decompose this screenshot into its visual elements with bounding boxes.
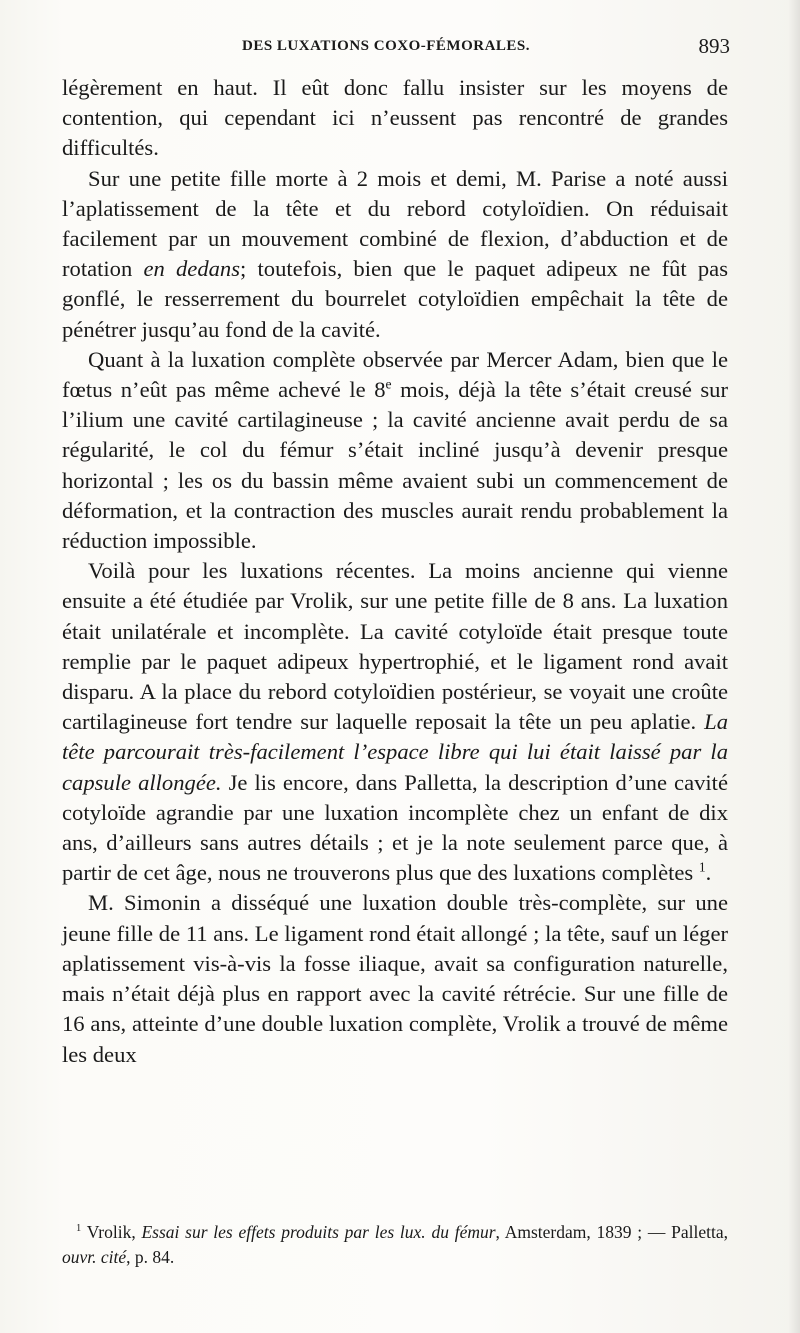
text-run: Voilà pour les luxations récentes. La moins ancienne qui vienne ensuite a été étudiée par Vrolik, sur une petite fille de 8 ans. La luxation était unilatérale et incomplète. La cavité cotyloïde était presque toute remplie par le paquet adipeux hypertrophié, et le ligament rond avait disparu. A la place du rebord cotyloïdien postérieur, se voyait une croûte cartilagineuse fort tendre sur laquelle reposait la tête un peu aplatie. <box>62 558 728 735</box>
paragraph <box>62 73 728 164</box>
text-run: Vrolik, <box>81 1222 142 1242</box>
text-run: . <box>705 860 712 886</box>
text-run: , p. 84. <box>126 1247 175 1267</box>
text-run: mois, déjà la tête s’était creusé sur l’ilium une cavité cartilagineuse ; la cavité ancienne avait perdu de sa régularité, le col du fémur s’était incliné jusqu’à devenir presque horizontal ; les os du bassin même avaient subi un commencement de déformation, et la contraction des muscles aurait rendu probablement la réduction impossible. <box>62 377 728 554</box>
text-run: , Amsterdam, 1839 ; — Palletta, <box>495 1222 728 1242</box>
superscript: e <box>385 376 392 392</box>
text-run: Sur une petite fille morte à 2 mois et demi, M. Parise a noté aussi l’aplatissement de la tête et du rebord cotyloïdien. On réduisait facilement par un mouvement combiné de flexion, d’abduction et de rotation <box>62 165 728 282</box>
paragraph <box>62 888 728 1069</box>
page-header <box>62 36 730 62</box>
superscript: 1 <box>698 859 706 875</box>
text-run: Je lis encore, dans Palletta, la description d’une cavité cotyloïde agrandie par une luxation incomplète chez un enfant de dix ans, d’ailleurs sans autres détails ; et je la note seulement parce que, à partir de cet âge, nous ne trouverons plus que des luxations complètes <box>62 769 728 886</box>
italic-text: en dedans <box>143 256 241 282</box>
paragraph <box>62 556 728 888</box>
italic-text: Essai sur les effets produits par les lux. du fémur <box>141 1222 496 1242</box>
running-head: DES LUXATIONS COXO-FÉMORALES. <box>242 38 531 54</box>
italic-text: ouvr. cité <box>62 1247 127 1267</box>
paragraph <box>62 164 728 345</box>
text-run: légèrement en haut. Il eût donc fallu insister sur les moyens de contention, qui cependant ici n’eussent pas rencontré de grandes difficultés. <box>62 75 728 161</box>
italic-text: La tête parcourait très-facilement l’espace libre qui lui était laissé par la capsule allongée. <box>62 709 728 795</box>
superscript: 1 <box>76 1223 82 1235</box>
text-run: ; toutefois, bien que le paquet adipeux ne fût pas gonflé, le resserrement du bourrelet cotyloïdien empêchait la tête de pénétrer jusqu’au fond de la cavité. <box>62 256 728 342</box>
page-number: 893 <box>698 34 730 58</box>
body-text <box>62 73 728 1070</box>
page-edge-shadow <box>788 0 800 1333</box>
footnote <box>62 1220 728 1270</box>
paragraph <box>62 345 728 556</box>
text-run: M. Simonin a disséqué une luxation double très-complète, sur une jeune fille de 11 ans. Le ligament rond était allongé ; la tête, sauf un léger aplatissement vis-à-vis la fosse iliaque, avait sa configuration naturelle, mais n’était déjà plus en rapport avec la cavité rétrécie. Sur une fille de 16 ans, atteinte d’une double luxation complète, Vrolik a trouvé de même les deux <box>62 890 728 1067</box>
text-run: Quant à la luxation complète observée par Mercer Adam, bien que le fœtus n’eût pas même achevé le 8 <box>62 346 728 403</box>
